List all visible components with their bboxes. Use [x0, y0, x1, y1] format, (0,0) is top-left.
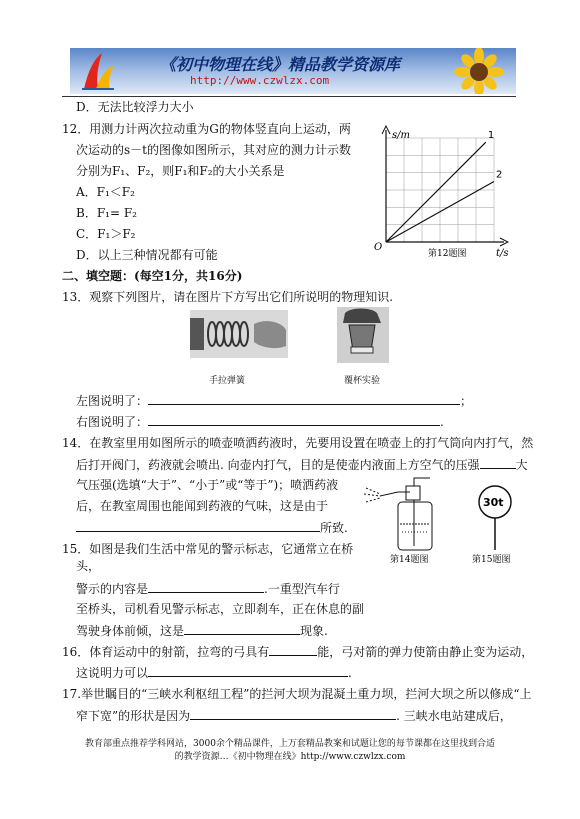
q17-line2-a: 窄下宽”的形状是因为: [76, 709, 191, 723]
sunflower-icon: [444, 48, 514, 94]
q16-blank2[interactable]: [148, 664, 348, 677]
q16-blank1[interactable]: [269, 643, 317, 656]
q14-line4: 后，在教室周围也能闻到药液的气味，这是由于: [76, 499, 329, 513]
q12-figure-caption: 第12题图: [428, 249, 467, 259]
q15-blank2[interactable]: [184, 622, 300, 635]
sprayer-figure: [362, 476, 462, 564]
q17-line1: 17.举世瞩目的“三峡水利枢纽工程”的拦河大坝为混凝土重力坝，拦河大坝之所以修成“上: [62, 687, 532, 701]
q14-line2: [76, 456, 528, 473]
q12-option-a: A．F₁＜F₂: [76, 185, 135, 199]
q12-st-chart: [366, 124, 516, 260]
q15-line5-b: 现象.: [300, 624, 328, 638]
q14-line1: 14．在教室里用如图所示的喷壶喷洒药液时，先要用设置在喷壶上的打气筒向内打气，然: [62, 436, 534, 450]
y-axis-label: s/m: [392, 130, 410, 141]
footer-line2: 的教学资源…《初中物理在线》http://www.czwlzx.com: [174, 752, 406, 762]
q13-left-label: 左图说明了：: [76, 394, 149, 408]
series-label-2: 2: [496, 169, 503, 181]
q12-line1: 12．用测力计两次拉动重为G的物体竖直向上运动，两: [62, 122, 351, 136]
q15-line2: 头，: [76, 559, 101, 573]
series-line-1: [386, 142, 486, 242]
q12-line2: 次运动的s－t的图像如图所示，其对应的测力计示数: [76, 143, 351, 157]
q13-right-line: [76, 413, 444, 430]
cup-experiment-photo: [337, 307, 389, 363]
logo-icon: [80, 51, 116, 91]
q12-option-c: C．F₁＞F₂: [76, 227, 136, 241]
q15-line1: 15．如图是我们生活中常见的警示标志，它通常立在桥: [62, 542, 354, 556]
q12-line3: 分别为F₁、F₂，则F₁和F₂的大小关系是: [76, 164, 285, 178]
x-axis-label: t/s: [496, 248, 509, 259]
q11-option-d: D．无法比较浮力大小: [76, 100, 194, 114]
q16-line1-b: 能，弓对箭的弹力使箭由静止变为运动，: [317, 645, 534, 659]
q15-line4: 至桥头，司机看见警示标志，立即刹车，正在休息的副: [76, 602, 365, 616]
q14-line5: [76, 519, 348, 536]
q14-figure-caption: 第14题图: [390, 555, 429, 564]
q16-line2-b: .: [348, 666, 352, 680]
q13-right-blank[interactable]: [148, 413, 440, 426]
q13-caption-right: 覆杯实验: [344, 376, 381, 386]
q15-figure-caption: 第15题图: [472, 555, 511, 564]
q16-line2: [76, 664, 352, 681]
q16-line1: [62, 643, 533, 660]
q17-blank1[interactable]: [190, 707, 396, 720]
banner-url[interactable]: http://www.czwlzx.com: [190, 74, 330, 87]
q12-option-d: D．以上三种情况都有可能: [76, 248, 218, 262]
q15-line3: [76, 580, 340, 597]
q13-line1: 13．观察下列图片，请在图片下方写出它们所说明的物理知识.: [62, 290, 394, 304]
header-banner: [70, 48, 516, 94]
warning-sign-figure: [470, 484, 520, 564]
sign-text: 30t: [483, 496, 504, 509]
q14-line3: 气压强(选填“大于”、“小于”或“等于”)；喷洒药液: [76, 478, 339, 492]
q13-left-line: [76, 392, 472, 409]
q17-line2-b: . 三峡水电站建成后，: [396, 709, 512, 723]
q16-line2-a: 这说明力可以: [76, 666, 149, 680]
q17-line2: [76, 707, 512, 724]
q14-blank1[interactable]: [480, 456, 516, 469]
footer-line1: 教育部重点推荐学科网站，3000余个精品课件，上万套精品教案和试题让您的每节课都在这里找到合适: [85, 739, 495, 749]
q14-line5-end: 所致.: [320, 521, 348, 535]
q13-right-label: 右图说明了：: [76, 415, 149, 429]
q15-line3-b: .一重型汽车行: [264, 582, 340, 596]
spring-photo: [190, 310, 288, 358]
q12-option-b: B．F₁= F₂: [76, 206, 137, 220]
q13-caption-left: 手拉弹簧: [209, 376, 246, 386]
q15-blank1[interactable]: [148, 580, 264, 593]
q13-left-blank[interactable]: [148, 392, 460, 405]
q13-left-end: ；: [460, 394, 473, 408]
origin-label: O: [374, 242, 383, 253]
q15-line3-a: 警示的内容是: [76, 582, 149, 596]
q13-right-end: .: [440, 415, 444, 429]
section2-title: 二、填空题：(每空1分，共16分): [62, 269, 243, 283]
banner-title: 《初中物理在线》精品教学资源库: [160, 55, 401, 74]
header-rule: [62, 96, 516, 97]
series-label-1: 1: [487, 130, 495, 142]
q14-line2-text: 后打开阀门，药液就会喷出. 向壶内打气，目的是使壶内液面上方空气的压强: [76, 458, 480, 472]
q14-line2-end: 大: [515, 458, 528, 472]
q16-line1-a: 16．体育运动中的射箭，拉弯的弓具有: [62, 645, 270, 659]
q14-blank2[interactable]: [76, 519, 320, 532]
q15-line5: [76, 622, 328, 639]
q15-line5-a: 驾驶身体前倾，这是: [76, 624, 185, 638]
